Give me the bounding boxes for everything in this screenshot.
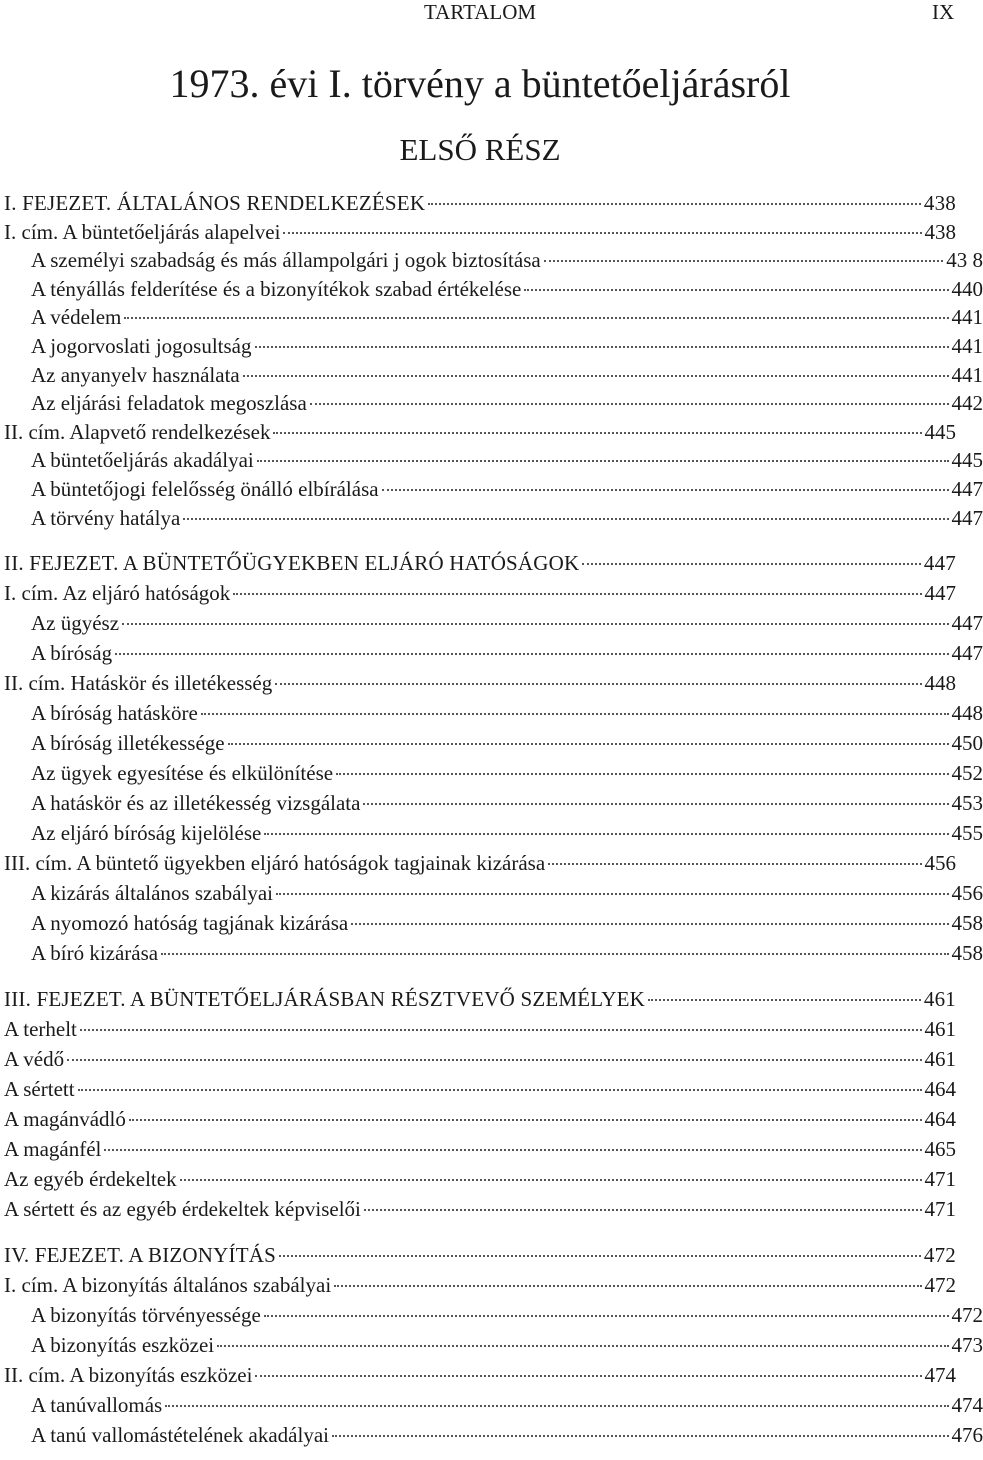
toc-page-number: 458 bbox=[951, 941, 983, 965]
toc-entry bbox=[0, 245, 983, 275]
dot-leader bbox=[124, 316, 948, 319]
part-title: ELSŐ RÉSZ bbox=[399, 132, 561, 167]
toc-page-number: 447 bbox=[951, 505, 983, 530]
toc-entry bbox=[0, 1390, 983, 1420]
toc-page-number: 447 bbox=[923, 551, 956, 575]
toc-entry-title: A bíró kizárása bbox=[31, 941, 159, 965]
toc-entry-title: A személyi szabadság és más állampolgári j ogok biztosítása bbox=[31, 248, 541, 273]
dot-leader bbox=[273, 431, 921, 434]
toc-entry bbox=[0, 908, 983, 938]
toc-entry-title: A védelem bbox=[31, 305, 122, 330]
toc-entry bbox=[0, 1044, 956, 1074]
toc-page-number: 461 bbox=[924, 1047, 956, 1071]
toc-page-number: 461 bbox=[923, 987, 956, 1011]
toc-entry bbox=[0, 474, 983, 504]
dot-leader bbox=[332, 1434, 949, 1437]
dot-leader bbox=[183, 517, 948, 520]
toc-entry-title: A büntetőjogi felelősség önálló elbírálása bbox=[31, 477, 379, 501]
dot-leader bbox=[165, 1404, 948, 1407]
toc-entry-title: A terhelt bbox=[4, 1017, 77, 1041]
toc-page-number: 471 bbox=[924, 1167, 956, 1191]
dot-leader bbox=[115, 652, 948, 655]
toc-entry bbox=[0, 445, 983, 475]
toc-entry-title: A védő bbox=[4, 1047, 65, 1071]
toc-entry-title: II. cím. A bizonyítás eszközei bbox=[4, 1363, 253, 1387]
toc-entry-title: A tanú vallomástételének akadályai bbox=[31, 1423, 329, 1447]
toc-entry bbox=[0, 848, 956, 878]
toc-page-number: 442 bbox=[951, 391, 983, 416]
running-head-title: TARTALOM bbox=[424, 0, 537, 24]
toc-page-number: 474 bbox=[951, 1393, 983, 1417]
toc-entry bbox=[0, 984, 956, 1014]
toc-entry-title: A sértett és az egyéb érdekeltek képviselői bbox=[4, 1197, 361, 1221]
toc-entry bbox=[0, 728, 983, 758]
toc-entry bbox=[0, 1360, 956, 1390]
dot-leader bbox=[276, 892, 949, 895]
toc-page-number: 448 bbox=[951, 701, 983, 725]
dot-leader bbox=[544, 259, 944, 262]
dot-leader bbox=[648, 998, 921, 1001]
dot-leader bbox=[228, 742, 949, 745]
toc-page-number: 438 bbox=[923, 191, 956, 215]
toc-entry-title: Az egyéb érdekeltek bbox=[4, 1167, 177, 1191]
toc-entry-title: I. cím. A bizonyítás általános szabályai bbox=[4, 1273, 332, 1297]
toc-page-number: 472 bbox=[923, 1243, 956, 1267]
toc-entry bbox=[0, 1240, 956, 1270]
toc-entry bbox=[0, 1420, 983, 1450]
dot-leader bbox=[201, 712, 949, 715]
toc-entry-title: A hatáskör és az illetékesség vizsgálata bbox=[31, 791, 361, 815]
toc-page-number: 441 bbox=[951, 305, 983, 330]
dot-leader bbox=[364, 1208, 922, 1211]
dot-leader bbox=[161, 952, 948, 955]
toc-page-number: 474 bbox=[924, 1363, 956, 1387]
toc-entry-title: I. cím. Az eljáró hatóságok bbox=[4, 581, 231, 605]
toc-page-number: 441 bbox=[951, 334, 983, 358]
toc-page-number: 440 bbox=[951, 276, 983, 301]
toc-entry bbox=[0, 668, 956, 698]
dot-leader bbox=[255, 1374, 921, 1377]
toc-entry bbox=[0, 878, 983, 908]
toc-entry bbox=[0, 1164, 956, 1194]
dot-leader bbox=[275, 682, 921, 685]
toc-entry-title: III. cím. A büntető ügyekben eljáró hatóságok tagjainak kizárása bbox=[4, 851, 546, 875]
toc-entry bbox=[0, 503, 983, 533]
toc-page-number: 445 bbox=[951, 448, 983, 473]
dot-leader bbox=[180, 1178, 922, 1181]
toc-entry-title: A magánfél bbox=[4, 1137, 102, 1161]
toc-entry bbox=[0, 1270, 956, 1300]
toc-page-number: 456 bbox=[924, 851, 956, 875]
toc-entry bbox=[0, 758, 983, 788]
toc-entry bbox=[0, 1014, 956, 1044]
toc-entry bbox=[0, 578, 956, 608]
toc-entry bbox=[0, 1194, 956, 1224]
toc-page-number: 447 bbox=[951, 477, 983, 501]
toc-page-number: 473 bbox=[951, 1333, 983, 1357]
toc-entry-title: A magánvádló bbox=[4, 1107, 126, 1131]
dot-leader bbox=[233, 592, 921, 595]
toc-entry bbox=[0, 608, 983, 638]
toc-entry bbox=[0, 548, 956, 578]
toc-entry bbox=[0, 938, 983, 968]
toc-entry bbox=[0, 302, 983, 332]
toc-page-number: 452 bbox=[951, 761, 983, 785]
toc-entry bbox=[0, 818, 983, 848]
dot-leader bbox=[334, 1284, 921, 1287]
toc-page-number: 465 bbox=[924, 1137, 956, 1161]
toc-page-number: 471 bbox=[924, 1197, 956, 1221]
dot-leader bbox=[264, 1314, 949, 1317]
dot-leader bbox=[122, 622, 948, 625]
toc-page-number: 448 bbox=[924, 671, 956, 695]
dot-leader bbox=[104, 1148, 921, 1151]
running-head-page-number: IX bbox=[932, 0, 955, 24]
toc-entry-title: A büntetőeljárás akadályai bbox=[31, 448, 254, 473]
toc-page-number: 455 bbox=[951, 821, 983, 845]
toc-page-number: 464 bbox=[924, 1077, 956, 1101]
toc-chapter-title: II. FEJEZET. A BÜNTETŐÜGYEKBEN ELJÁRÓ HATÓSÁGOK bbox=[4, 551, 580, 575]
toc-page-number: 447 bbox=[951, 641, 983, 665]
toc-entry-title: Az eljáró bíróság kijelölése bbox=[31, 821, 262, 845]
dot-leader bbox=[243, 374, 949, 377]
dot-leader bbox=[582, 562, 920, 565]
toc-entry bbox=[0, 331, 983, 361]
dot-leader bbox=[217, 1344, 948, 1347]
toc-chapter-title: III. FEJEZET. A BÜNTETŐELJÁRÁSBAN RÉSZTVEVŐ SZEMÉLYEK bbox=[4, 987, 645, 1011]
dot-leader bbox=[255, 345, 949, 348]
toc-entry bbox=[0, 188, 956, 218]
book-title: 1973. évi I. törvény a büntetőeljárásról bbox=[169, 61, 791, 106]
dot-leader bbox=[279, 1254, 921, 1257]
toc-page-number: 445 bbox=[924, 419, 956, 444]
toc-page-number: 450 bbox=[951, 731, 983, 755]
toc-entry-title: II. cím. Hatáskör és illetékesség bbox=[4, 671, 273, 695]
toc-page-number: 447 bbox=[924, 581, 956, 605]
toc-page-number: 472 bbox=[924, 1273, 956, 1297]
dot-leader bbox=[80, 1028, 922, 1031]
toc-entry bbox=[0, 1300, 983, 1330]
dot-leader bbox=[78, 1088, 922, 1091]
toc-page-number: 472 bbox=[951, 1303, 983, 1327]
toc-entry-title: A bizonyítás eszközei bbox=[31, 1333, 215, 1357]
toc-entry-title: Az anyanyelv használata bbox=[31, 362, 240, 387]
dot-leader bbox=[310, 402, 949, 405]
toc-entry-title: A törvény hatálya bbox=[31, 505, 181, 530]
toc-entry bbox=[0, 417, 956, 447]
toc-entry-title: I. cím. A büntetőeljárás alapelvei bbox=[4, 219, 281, 244]
toc-entry-title: A bíróság bbox=[31, 641, 113, 665]
toc-entry-title: A bizonyítás törvényessége bbox=[31, 1303, 261, 1327]
toc-entry bbox=[0, 360, 983, 390]
toc-entry-title: Az ügyész bbox=[31, 611, 120, 635]
toc-chapter-title: IV. FEJEZET. A BIZONYÍTÁS bbox=[4, 1243, 276, 1267]
toc-page-number: 441 bbox=[951, 362, 983, 387]
running-head bbox=[0, 0, 960, 26]
toc-page-number: 453 bbox=[951, 791, 983, 815]
toc-entry-title: II. cím. Alapvető rendelkezések bbox=[4, 419, 271, 444]
dot-leader bbox=[129, 1118, 922, 1121]
toc-entry bbox=[0, 788, 983, 818]
toc-entry-title: A jogorvoslati jogosultság bbox=[31, 334, 252, 358]
toc-entry bbox=[0, 1074, 956, 1104]
toc-entry bbox=[0, 638, 983, 668]
toc-entry-title: A sértett bbox=[4, 1077, 75, 1101]
toc-page-number: 464 bbox=[924, 1107, 956, 1131]
toc-entry-title: Az ügyek egyesítése és elkülönítése bbox=[31, 761, 334, 785]
toc-page-number: 456 bbox=[951, 881, 983, 905]
toc-chapter-title: I. FEJEZET. ÁLTALÁNOS RENDELKEZÉSEK bbox=[4, 191, 426, 215]
dot-leader bbox=[67, 1058, 921, 1061]
dot-leader bbox=[428, 202, 921, 205]
dot-leader bbox=[363, 802, 948, 805]
toc-page-number: 43 8 bbox=[946, 248, 983, 273]
dot-leader bbox=[548, 862, 921, 865]
toc-entry bbox=[0, 217, 956, 247]
toc-page-number: 461 bbox=[924, 1017, 956, 1041]
dot-leader bbox=[524, 288, 948, 291]
dot-leader bbox=[336, 772, 948, 775]
dot-leader bbox=[257, 459, 949, 462]
toc-entry-title: Az eljárási feladatok megoszlása bbox=[31, 391, 307, 416]
toc-entry-title: A bíróság hatásköre bbox=[31, 701, 198, 725]
toc-page-number: 458 bbox=[951, 911, 983, 935]
toc-page-number: 476 bbox=[951, 1423, 983, 1447]
toc-entry bbox=[0, 1330, 983, 1360]
toc-entry-title: A nyomozó hatóság tagjának kizárása bbox=[31, 911, 349, 935]
dot-leader bbox=[264, 832, 948, 835]
toc-page-number: 447 bbox=[951, 611, 983, 635]
toc-entry bbox=[0, 274, 983, 304]
toc-entry-title: A tényállás felderítése és a bizonyítékok szabad értékelése bbox=[31, 276, 522, 301]
toc-entry bbox=[0, 1104, 956, 1134]
dot-leader bbox=[283, 231, 921, 234]
toc-page-number: 438 bbox=[924, 219, 956, 244]
dot-leader bbox=[382, 488, 949, 491]
toc-entry bbox=[0, 698, 983, 728]
dot-leader bbox=[351, 922, 948, 925]
toc-entry-title: A kizárás általános szabályai bbox=[31, 881, 273, 905]
toc-entry bbox=[0, 388, 983, 418]
toc-entry-title: A bíróság illetékessége bbox=[31, 731, 225, 755]
toc-entry-title: A tanúvallomás bbox=[31, 1393, 163, 1417]
toc-entry bbox=[0, 1134, 956, 1164]
